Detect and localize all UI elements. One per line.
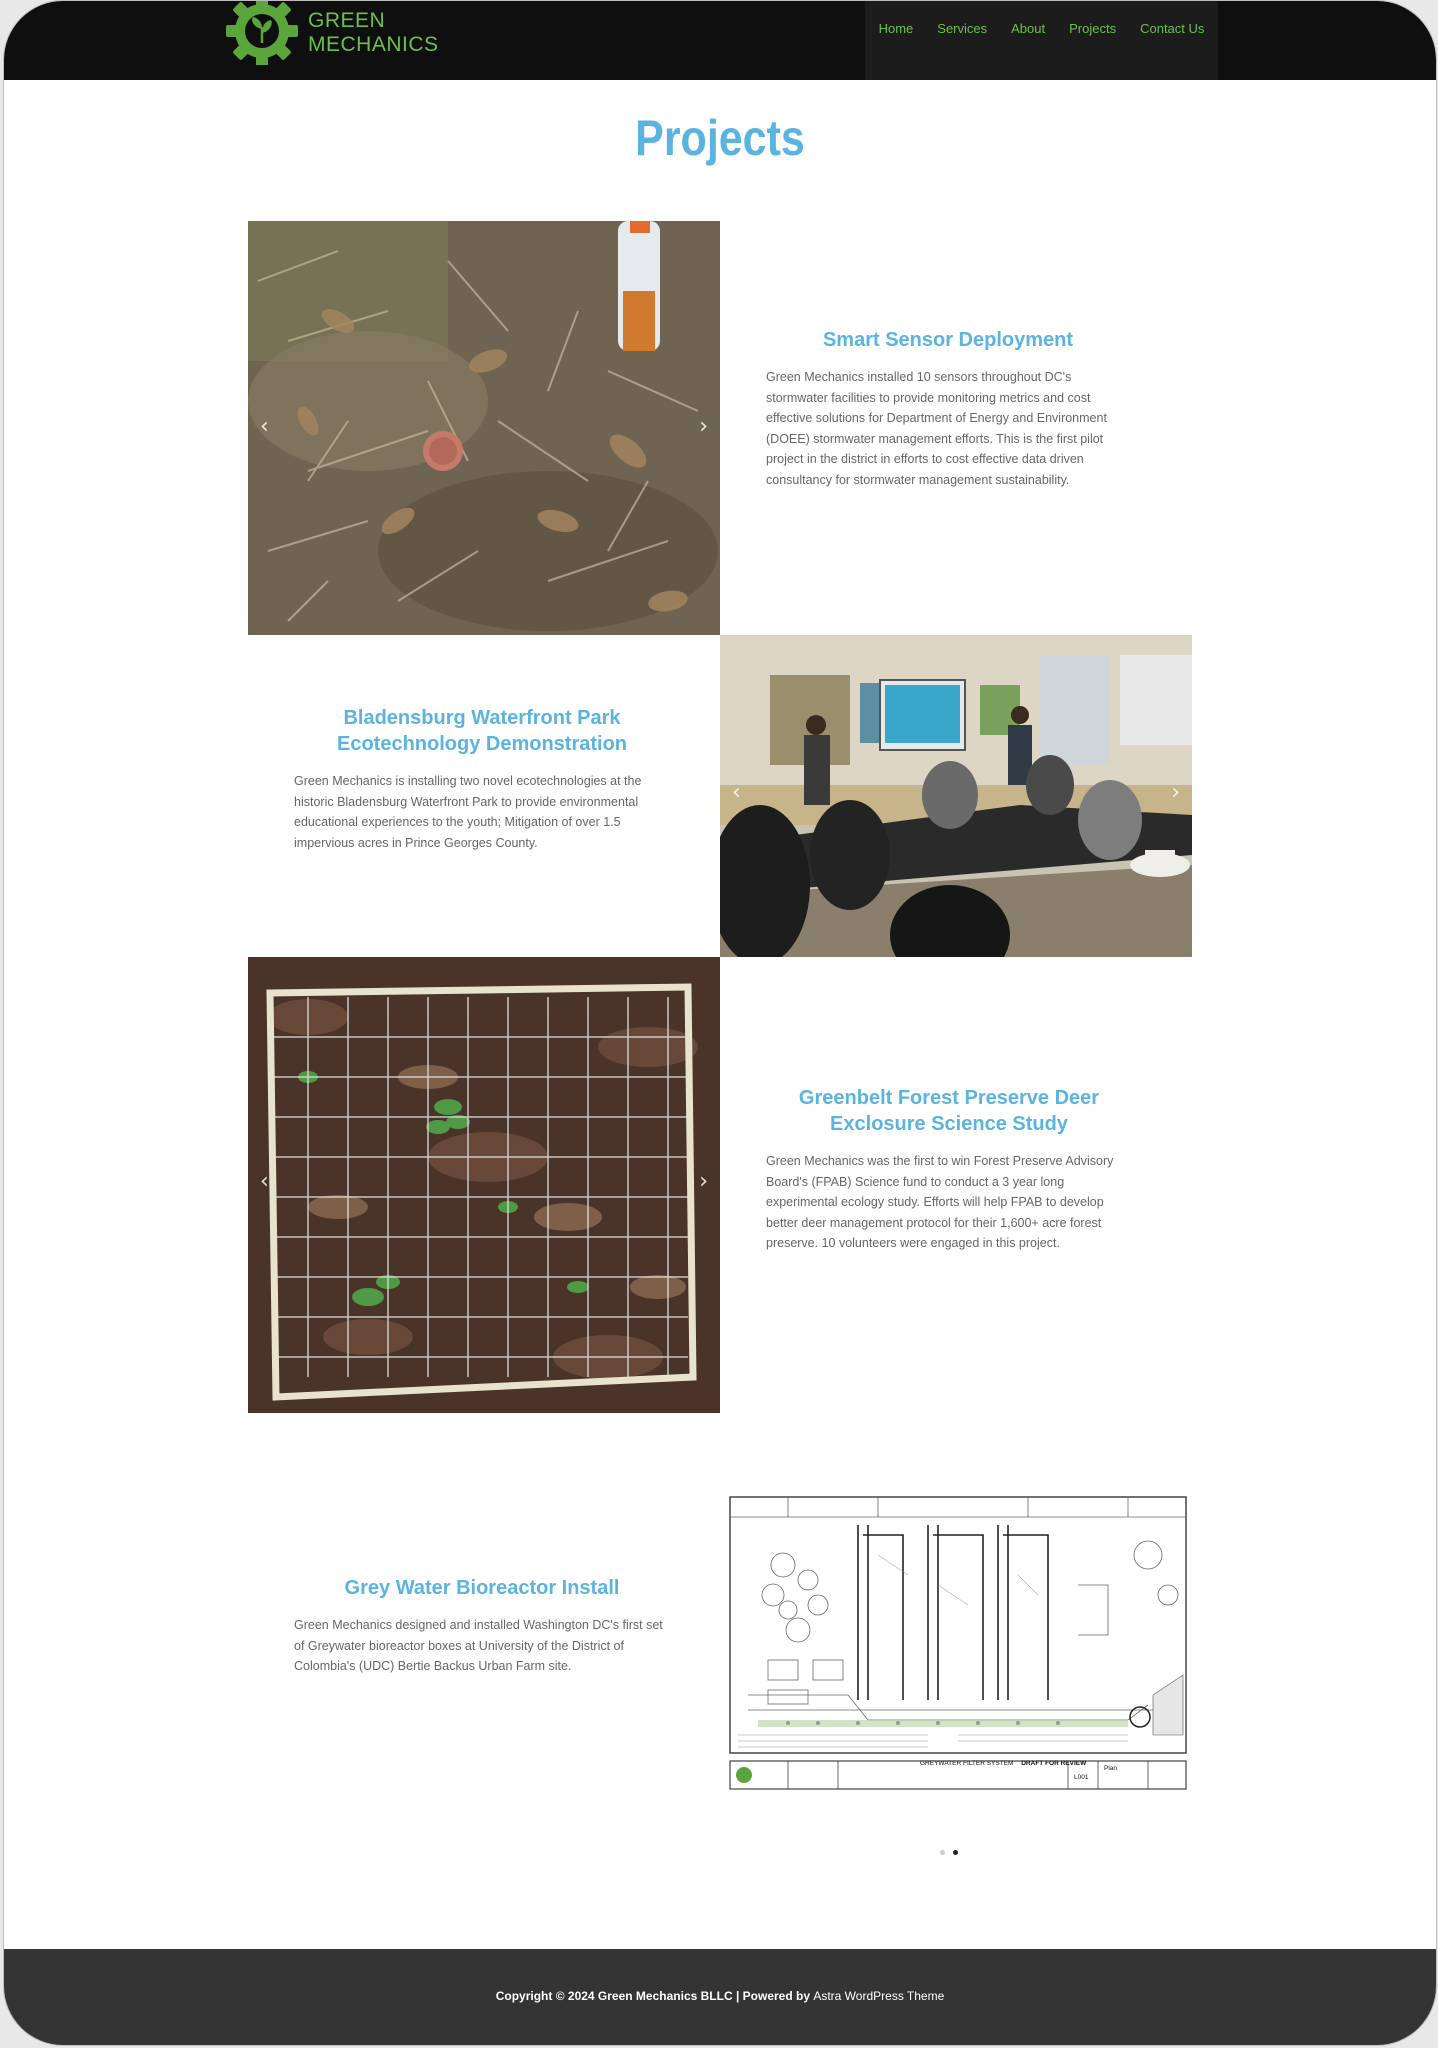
page-frame <box>3 0 1437 2046</box>
carousel-pagination <box>940 1850 958 1855</box>
classroom-photo <box>720 635 1192 957</box>
logo-text-line1: GREEN <box>308 9 386 32</box>
logo-text-line2: MECHANICS <box>308 33 439 56</box>
footer-theme-link[interactable]: Astra WordPress Theme <box>813 1989 945 2003</box>
project-2-title: Bladensburg Waterfront Park Ecotechnology Demonstration <box>336 707 628 755</box>
sensor-ground-photo <box>248 221 720 635</box>
project-4-drawing-image[interactable] <box>728 1495 1190 1791</box>
site-footer <box>4 1949 1436 2045</box>
project-4-description: Green Mechanics designed and installed Washington DC's first set of Greywater bioreactor boxes at University of the District of Colombia's (UDC) Bertie Backus Urban Farm site. <box>294 1618 663 1674</box>
slider-next-arrow-icon[interactable]: › <box>699 1169 708 1194</box>
main-nav <box>865 1 1218 80</box>
footer-copyright <box>4 1989 1436 2003</box>
project-4-text <box>294 1575 670 1677</box>
drawing-status: DRAFT FOR REVIEW <box>1021 1760 1087 1767</box>
project-3-description: Green Mechanics was the first to win Forest Preserve Advisory Board's (FPAB) Science fund to conduct a 3 year long experimental ecology study. Efforts will help FPAB to develop better deer management protocol for their 1,600+ acre forest preserve. 10 volunteers were engaged in this project. <box>766 1154 1114 1251</box>
drawing-sheet-number: L001 <box>1074 1774 1089 1781</box>
carousel-dot-1[interactable] <box>940 1850 945 1855</box>
slider-prev-arrow-icon[interactable]: ‹ <box>260 414 269 439</box>
drawing-title-block <box>920 1760 1086 1768</box>
page-title: Projects <box>635 110 805 166</box>
project-2-text <box>294 705 670 853</box>
logo-wordmark <box>308 9 439 57</box>
project-3-text <box>766 1085 1132 1254</box>
nav-about[interactable]: About <box>1011 21 1046 36</box>
carousel-dot-2[interactable] <box>953 1850 958 1855</box>
footer-copyright-text: Copyright © 2024 Green Mechanics BLLC | Powered by <box>495 1989 810 2003</box>
greywater-plan-drawing <box>728 1495 1190 1791</box>
project-1-text <box>766 327 1130 491</box>
site-header <box>4 1 1436 80</box>
project-4-title: Grey Water Bioreactor Install <box>344 1577 620 1599</box>
project-2-image-slider[interactable] <box>720 635 1192 957</box>
slider-prev-arrow-icon[interactable]: ‹ <box>732 780 741 805</box>
nav-contact-us[interactable]: Contact Us <box>1140 21 1205 36</box>
drawing-sheet-title: GREYWATER FILTER SYSTEM <box>920 1760 1014 1767</box>
deer-exclosure-grid-photo <box>248 957 720 1413</box>
project-1-title: Smart Sensor Deployment <box>822 329 1074 351</box>
slider-next-arrow-icon[interactable]: › <box>699 414 708 439</box>
project-3-title: Greenbelt Forest Preserve Deer Exclosure Science Study <box>798 1087 1100 1135</box>
nav-services[interactable]: Services <box>937 21 988 36</box>
slider-prev-arrow-icon[interactable]: ‹ <box>260 1169 269 1194</box>
nav-projects[interactable]: Projects <box>1069 21 1117 36</box>
project-3-image-slider[interactable] <box>248 957 720 1413</box>
site-logo[interactable] <box>226 1 439 65</box>
drawing-view-name: Plan <box>1104 1765 1118 1772</box>
gear-leaf-logo-icon <box>226 1 298 65</box>
nav-home[interactable]: Home <box>878 21 914 36</box>
project-1-image-slider[interactable] <box>248 221 720 635</box>
slider-next-arrow-icon[interactable]: › <box>1171 780 1180 805</box>
project-2-description: Green Mechanics is installing two novel ecotechnologies at the historic Bladensburg Waterfront Park to provide environmental educational experiences to the youth; Mitigation of over 1.5 impervious acres in Prince Georges County. <box>294 774 642 850</box>
project-1-description: Green Mechanics installed 10 sensors throughout DC's stormwater facilities to provide monitoring metrics and cost effective solutions for Department of Energy and Environment (DOEE) stormwater management efforts. This is the first pilot project in the district in efforts to cost effective data driven consultancy for stormwater management sustainability. <box>766 370 1107 487</box>
